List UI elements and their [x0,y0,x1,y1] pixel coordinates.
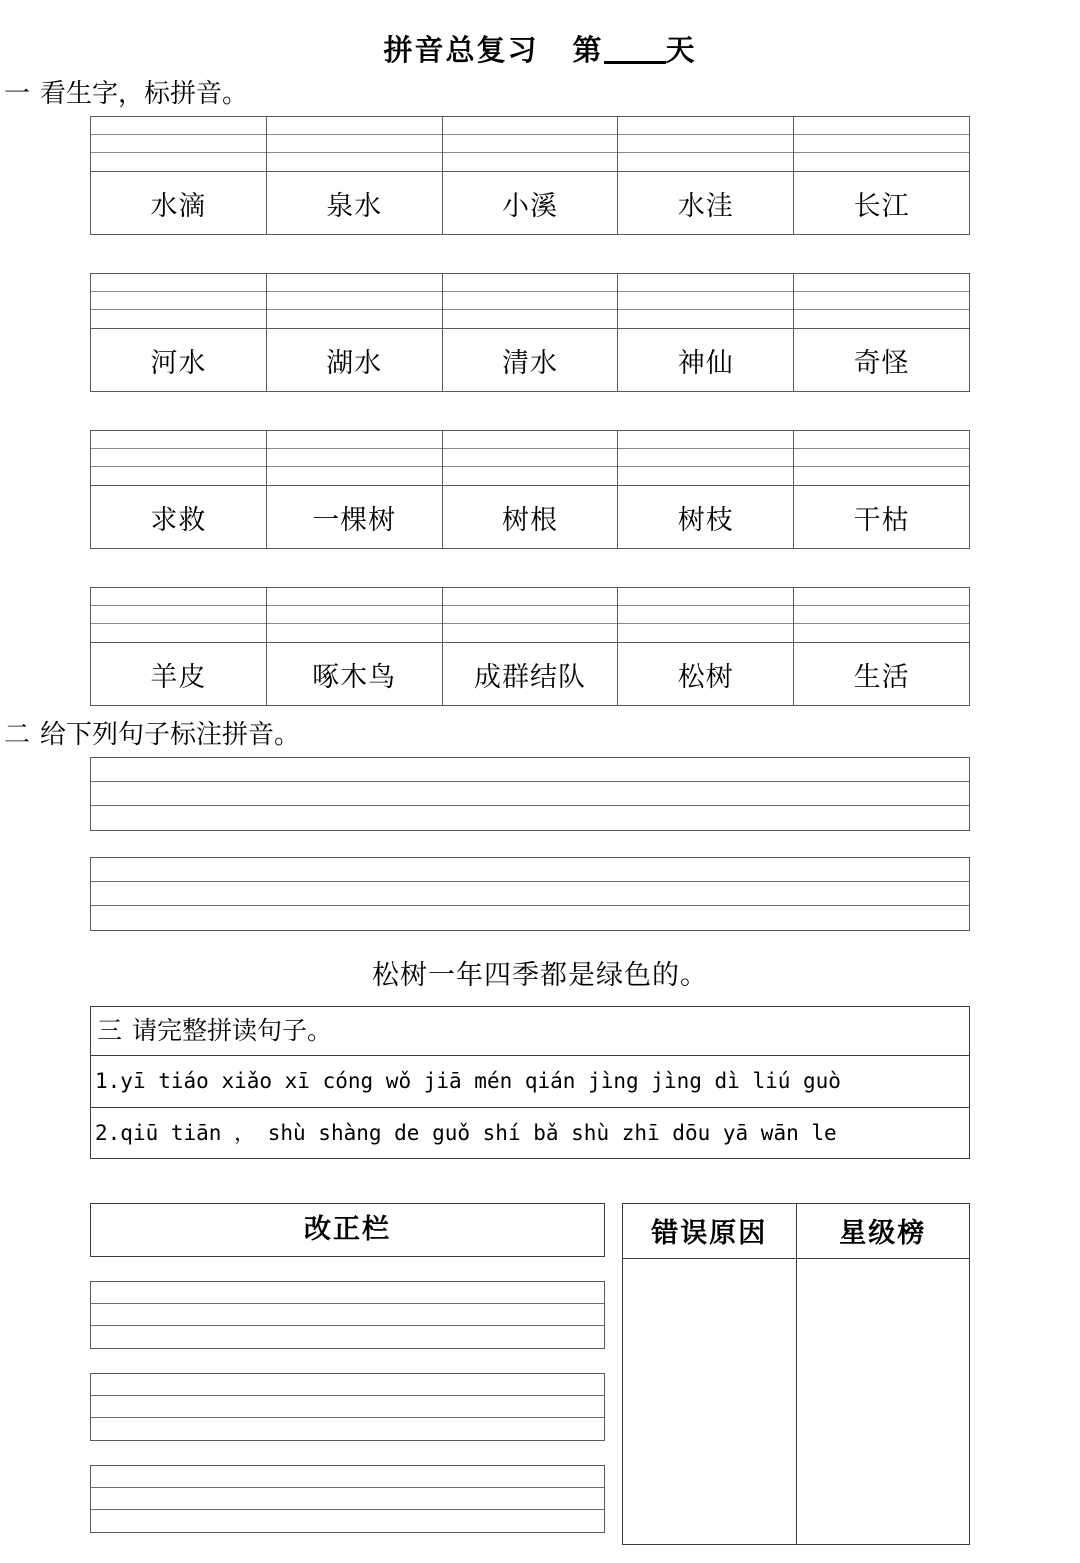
pinyin-guide-line [267,292,442,310]
pinyin-guide-line [443,449,618,467]
read-sentence-pinyin: yī tiáo xiǎo xī cóng wǒ jiā mén qián jìng jìng dì liú guò [120,1069,841,1094]
pinyin-write-line[interactable] [91,858,969,882]
word-cell: 树枝 [618,486,794,549]
pinyin-guide-line [443,431,618,449]
pinyin-guide-line [267,588,442,606]
correction-column [90,1203,605,1533]
spacer [0,235,1080,273]
pinyin-guide-line [618,292,793,310]
pinyin-input-cell[interactable] [266,274,442,329]
pinyin-guide-line [267,449,442,467]
day-blank-line [604,61,666,64]
section-three-number: 三 [97,1016,123,1046]
bottom-area [0,1203,1080,1563]
pinyin-guide-lines [267,588,442,642]
page-title [0,0,1080,65]
read-sentence-row [91,1056,969,1107]
word-row [91,329,970,392]
pinyin-guide-line [443,588,618,606]
word-cell: 干枯 [794,486,970,549]
pinyin-input-cell[interactable] [618,588,794,643]
word-row [91,172,970,235]
pinyin-guide-lines [267,431,442,485]
word-cell: 水洼 [618,172,794,235]
pinyin-guide-line [91,467,266,485]
word-cell: 湖水 [266,329,442,392]
word-cell: 河水 [91,329,267,392]
pinyin-guide-line [91,153,266,171]
word-cell: 生活 [794,643,970,706]
pinyin-guide-line [91,274,266,292]
pinyin-guide-line [794,606,969,624]
pinyin-guide-line [794,292,969,310]
word-cell: 一棵树 [266,486,442,549]
pinyin-guide-line [443,117,618,135]
word-cell: 水滴 [91,172,267,235]
pinyin-guide-line [443,467,618,485]
correction-header: 改正栏 [90,1203,605,1257]
word-table [90,273,970,392]
pinyin-row [91,431,970,486]
pinyin-guide-line [618,431,793,449]
correction-write-block[interactable] [90,1281,605,1349]
pinyin-guide-lines [794,588,969,642]
pinyin-guide-line [267,467,442,485]
pinyin-guide-line [794,624,969,642]
pinyin-guide-line [794,274,969,292]
pinyin-guide-lines [91,588,266,642]
correction-write-line[interactable] [91,1510,604,1532]
pinyin-write-line[interactable] [91,782,969,806]
word-cell: 神仙 [618,329,794,392]
word-cell: 松树 [618,643,794,706]
pinyin-input-cell[interactable] [442,117,618,172]
pinyin-guide-line [443,310,618,328]
pinyin-guide-line [618,274,793,292]
pinyin-input-cell[interactable] [266,117,442,172]
pinyin-guide-line [794,117,969,135]
pinyin-guide-line [267,135,442,153]
pinyin-guide-lines [443,274,618,328]
pinyin-guide-lines [91,431,266,485]
title-day-prefix: 第 [572,33,604,67]
pinyin-guide-line [794,135,969,153]
pinyin-guide-line [618,467,793,485]
pinyin-guide-line [267,274,442,292]
pinyin-guide-line [91,431,266,449]
correction-write-block[interactable] [90,1465,605,1533]
pinyin-guide-line [794,449,969,467]
pinyin-guide-lines [794,431,969,485]
pinyin-guide-lines [794,274,969,328]
spacer [0,549,1080,587]
pinyin-guide-lines [618,588,793,642]
pinyin-guide-line [267,431,442,449]
evaluation-table [622,1203,970,1545]
word-cell: 啄木鸟 [266,643,442,706]
pinyin-input-cell[interactable] [442,588,618,643]
section-one-heading [0,65,1080,116]
section-one-text: 看生字，标拼音。 [40,79,249,109]
correction-write-line[interactable] [91,1466,604,1488]
pinyin-guide-lines [443,117,618,171]
pinyin-guide-line [618,310,793,328]
pinyin-input-cell[interactable] [266,431,442,486]
word-table [90,116,970,235]
pinyin-input-cell[interactable] [794,274,970,329]
pinyin-input-cell[interactable] [618,117,794,172]
correction-write-block[interactable] [90,1373,605,1441]
correction-write-line[interactable] [91,1374,604,1396]
pinyin-input-cell[interactable] [91,431,267,486]
pinyin-guide-line [443,274,618,292]
pinyin-guide-lines [443,588,618,642]
pinyin-guide-line [443,135,618,153]
section-two-heading [0,706,1080,757]
star-rank-cell[interactable] [796,1258,970,1544]
word-cell: 小溪 [442,172,618,235]
pinyin-guide-lines [267,274,442,328]
title-day-suffix: 天 [665,33,697,67]
pinyin-guide-line [91,624,266,642]
pinyin-input-cell[interactable] [91,274,267,329]
pinyin-input-cell[interactable] [794,588,970,643]
pinyin-write-line[interactable] [91,882,969,906]
pinyin-guide-lines [443,431,618,485]
section-one-number: 一 [4,79,31,109]
pinyin-guide-line [618,135,793,153]
word-cell: 泉水 [266,172,442,235]
pinyin-input-cell[interactable] [91,588,267,643]
pinyin-guide-lines [618,274,793,328]
pinyin-input-cell[interactable] [442,274,618,329]
pinyin-guide-line [91,135,266,153]
pinyin-guide-lines [618,431,793,485]
correction-write-line[interactable] [91,1418,604,1440]
pinyin-guide-lines [794,117,969,171]
pinyin-guide-line [91,292,266,310]
pinyin-write-block-1[interactable] [90,757,970,831]
pinyin-guide-line [794,431,969,449]
pinyin-guide-lines [91,274,266,328]
pinyin-input-cell[interactable] [794,431,970,486]
pinyin-guide-line [618,117,793,135]
spacer [0,831,1080,857]
read-sentence-index: 2. [95,1120,121,1145]
pinyin-input-cell[interactable] [618,431,794,486]
pinyin-guide-line [443,606,618,624]
pinyin-guide-line [91,449,266,467]
section-three-heading [91,1007,969,1056]
word-tables-group [0,116,1080,706]
pinyin-guide-lines [91,117,266,171]
word-cell: 求救 [91,486,267,549]
pinyin-write-line[interactable] [91,758,969,782]
word-row [91,643,970,706]
error-reason-header: 错误原因 [623,1203,797,1258]
pinyin-input-cell[interactable] [794,117,970,172]
word-cell: 奇怪 [794,329,970,392]
pinyin-guide-line [443,292,618,310]
section-three-text: 请完整拼读句子。 [132,1016,333,1046]
pinyin-guide-line [794,310,969,328]
pinyin-guide-line [267,153,442,171]
word-cell: 成群结队 [442,643,618,706]
correction-write-line[interactable] [91,1396,604,1418]
pinyin-guide-line [267,606,442,624]
pinyin-input-cell[interactable] [442,431,618,486]
pinyin-write-line[interactable] [91,906,969,930]
pinyin-guide-line [443,624,618,642]
pinyin-guide-line [91,310,266,328]
section-two-text: 给下列句子标注拼音。 [40,720,301,751]
section-three-box [90,1006,970,1159]
table-row [623,1258,970,1544]
read-sentence-index: 1. [95,1069,121,1094]
pinyin-guide-line [618,624,793,642]
spacer [0,392,1080,430]
section-two-number: 二 [4,720,31,751]
correction-write-line[interactable] [91,1282,604,1304]
pinyin-guide-line [618,606,793,624]
pinyin-guide-lines [267,117,442,171]
pinyin-row [91,274,970,329]
pinyin-guide-lines [618,117,793,171]
pinyin-guide-line [267,310,442,328]
pinyin-input-cell[interactable] [618,274,794,329]
pinyin-guide-line [267,624,442,642]
word-cell: 树根 [442,486,618,549]
pinyin-guide-line [91,588,266,606]
table-row [623,1203,970,1258]
pinyin-guide-line [794,467,969,485]
pinyin-row [91,588,970,643]
sample-sentence: 松树一年四季都是绿色的。 [372,960,708,992]
pinyin-guide-line [267,117,442,135]
pinyin-guide-line [618,588,793,606]
correction-write-line[interactable] [91,1304,604,1326]
title-main: 拼音总复习 [383,33,539,67]
word-table [90,430,970,549]
pinyin-guide-line [91,117,266,135]
pinyin-guide-line [91,606,266,624]
pinyin-write-block-2[interactable] [90,857,970,931]
error-reason-cell[interactable] [623,1258,797,1544]
pinyin-input-cell[interactable] [266,588,442,643]
word-cell: 羊皮 [91,643,267,706]
word-cell: 长江 [794,172,970,235]
correction-write-line[interactable] [91,1326,604,1348]
correction-write-line[interactable] [91,1488,604,1510]
star-rank-header: 星级榜 [796,1203,970,1258]
word-row [91,486,970,549]
pinyin-guide-line [443,153,618,171]
word-cell: 清水 [442,329,618,392]
read-sentence-pinyin: qiū tiān ， shù shàng de guǒ shí bǎ shù zhī dōu yā wān le [120,1120,837,1145]
pinyin-guide-line [618,449,793,467]
read-sentence-row [91,1108,969,1158]
pinyin-guide-line [794,153,969,171]
pinyin-write-line[interactable] [91,806,969,830]
pinyin-row [91,117,970,172]
pinyin-guide-line [618,153,793,171]
pinyin-input-cell[interactable] [91,117,267,172]
pinyin-guide-line [794,588,969,606]
word-table [90,587,970,706]
